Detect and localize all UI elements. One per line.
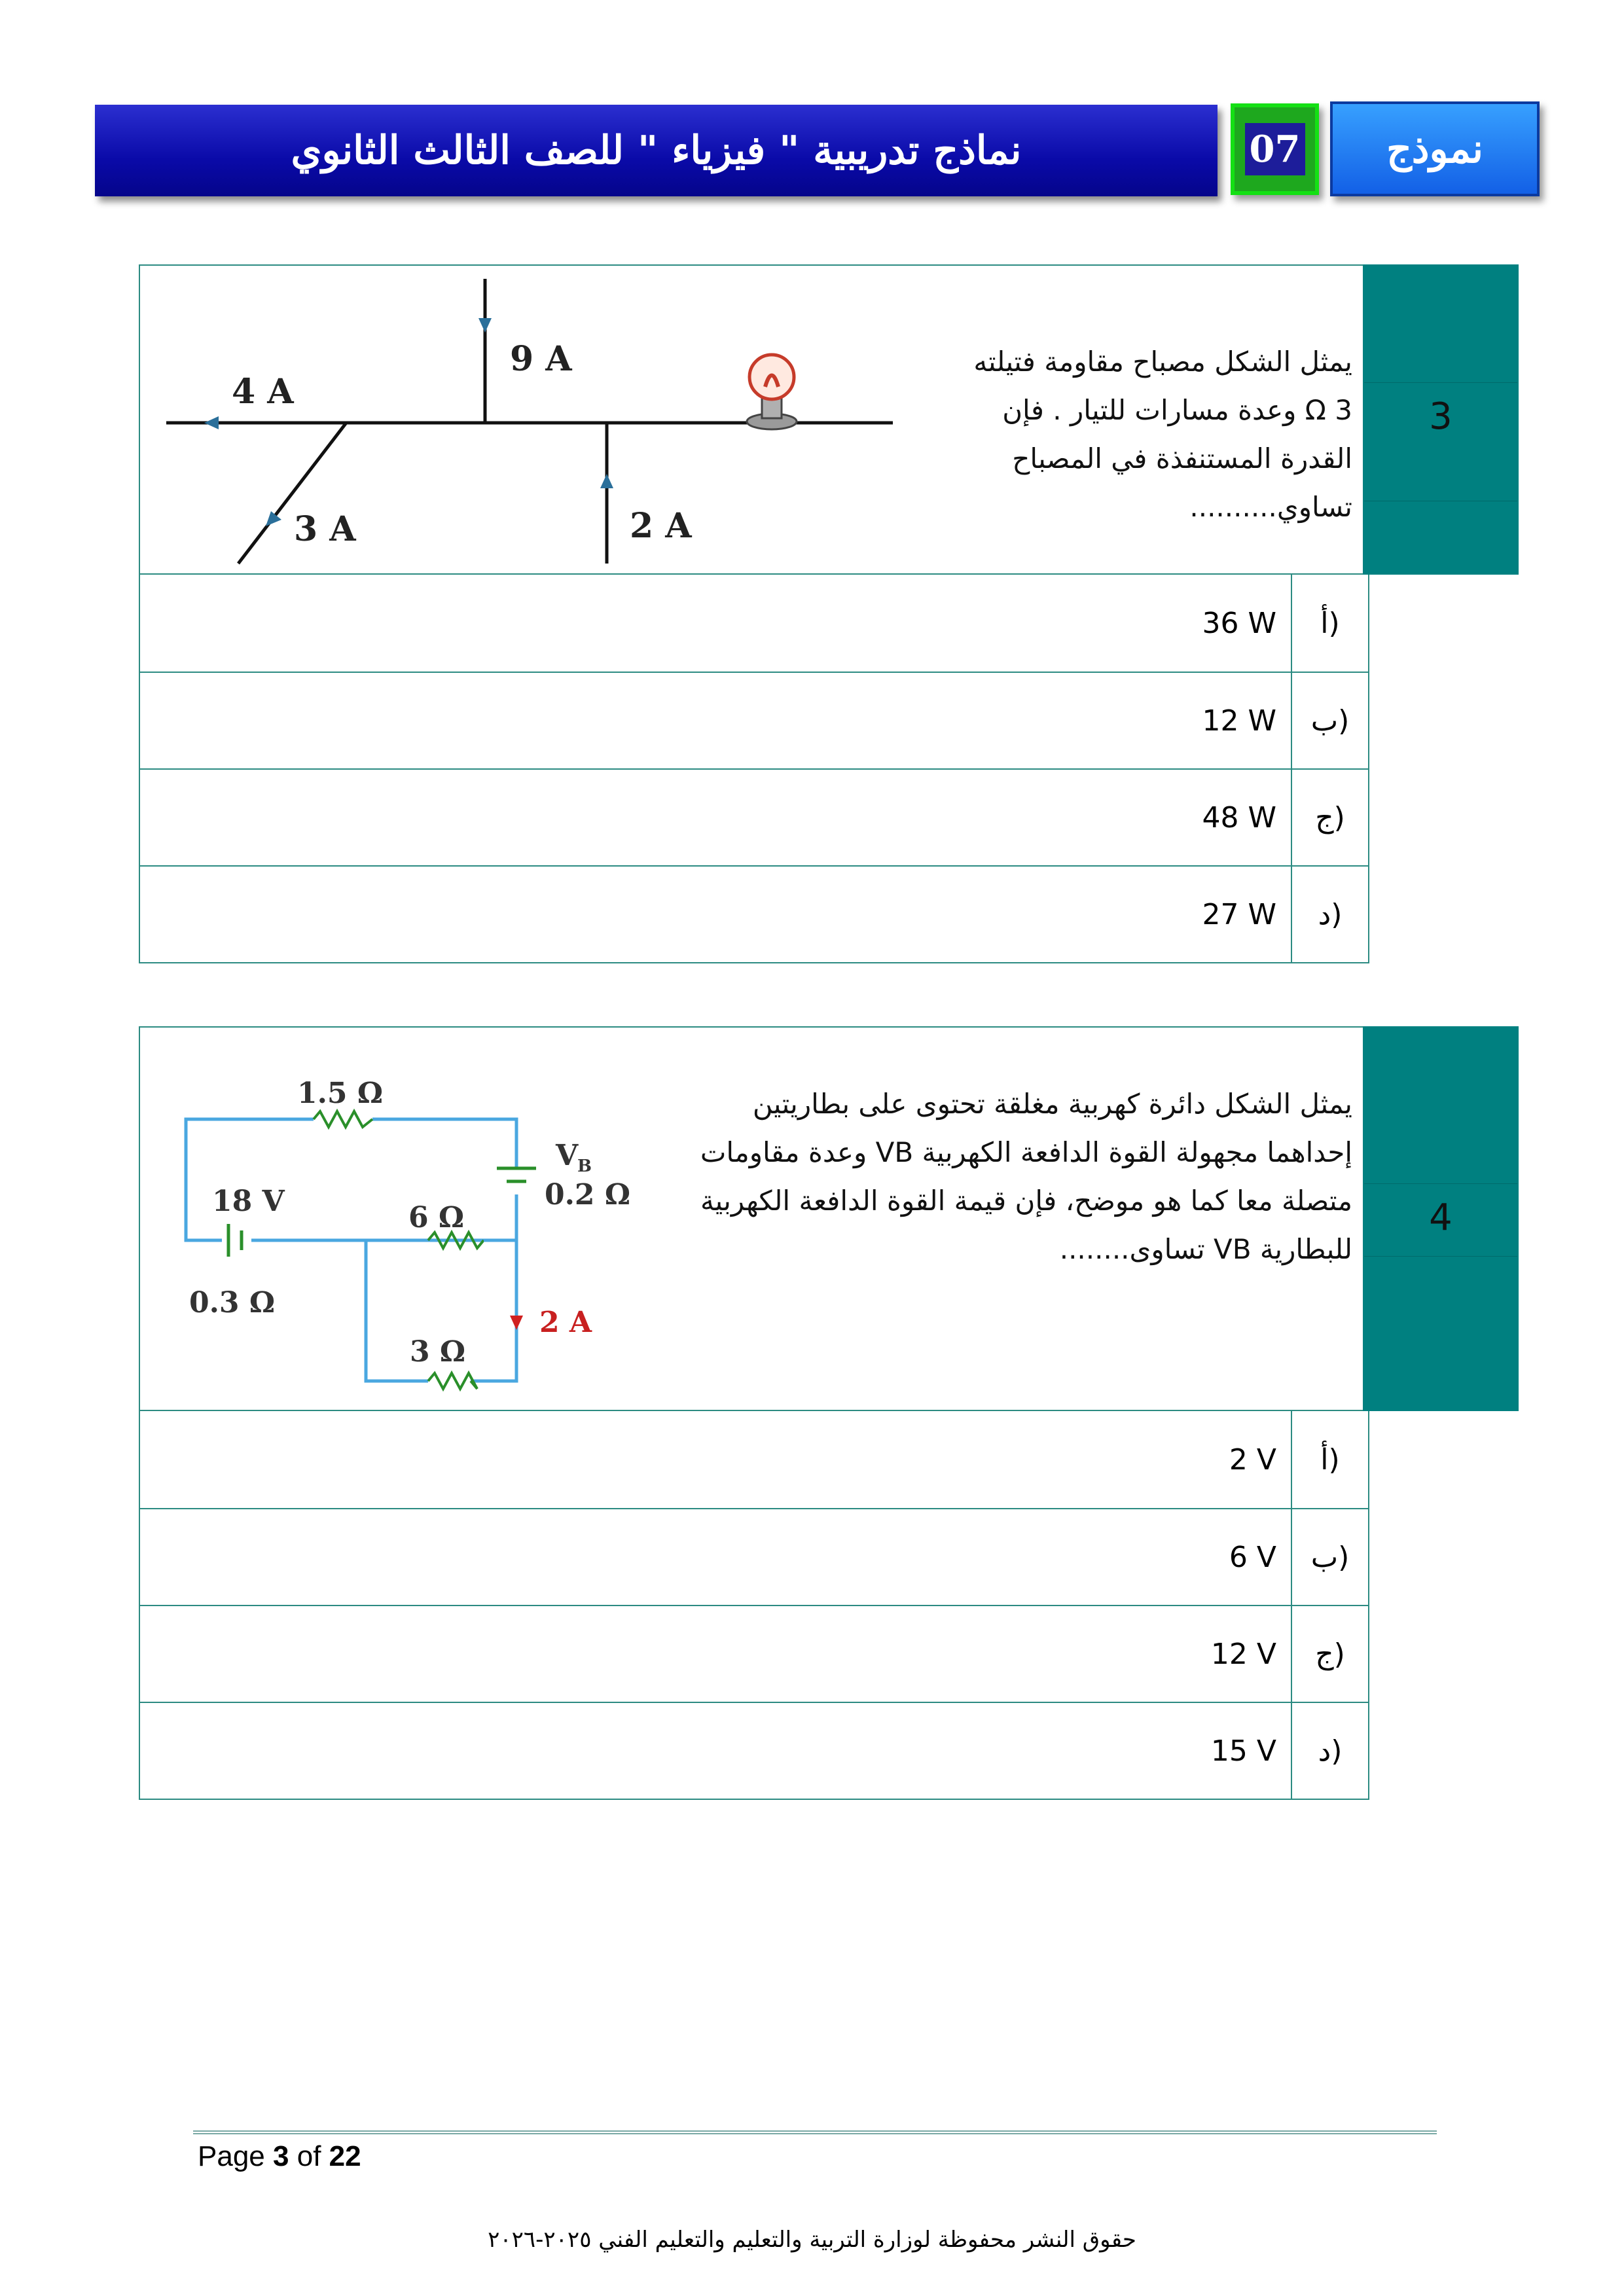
question-3-body — [139, 264, 1369, 575]
question-4-body — [139, 1026, 1369, 1411]
option-b[interactable]: ب) 6 V — [140, 1508, 1368, 1605]
resistor-3 — [428, 1373, 477, 1389]
current-arrow-icon — [510, 1316, 523, 1330]
label-18v: 18 V — [212, 1185, 285, 1218]
label-2a: 2 A — [539, 1306, 592, 1339]
question-number: 3 — [1429, 395, 1453, 438]
question-4-number-cell — [1363, 1026, 1519, 1411]
question-4-options — [139, 1411, 1369, 1800]
label-6-ohm: 6 Ω — [408, 1201, 465, 1234]
current-junction-figure — [160, 272, 919, 567]
option-b[interactable]: ب) 12 W — [140, 672, 1368, 768]
header-title-bar — [95, 105, 1218, 196]
option-d[interactable]: د) 15 V — [140, 1702, 1368, 1799]
option-d[interactable]: د) 27 W — [140, 865, 1368, 962]
closed-circuit-figure — [160, 1047, 657, 1401]
option-a[interactable]: أ) 36 W — [140, 575, 1368, 672]
label-2a: 2 A — [630, 506, 692, 546]
footer-divider — [193, 2130, 1437, 2134]
question-4-text: يمثل الشكل دائرة كهربية مغلقة تحتوى على بطاريتين إحداهما مجهولة القوة الدافعة الكهربية VB وعدة مقاومات متصلة معا كما هو موضح، فإن قيمة القوة الدافعة الكهربية للبطارية VB تساوى........ — [700, 1088, 1352, 1265]
label-3-ohm: 3 Ω — [410, 1335, 466, 1369]
arrow-3a — [266, 511, 281, 526]
model-number-badge — [1231, 103, 1319, 195]
question-3-text: يمثل الشكل مصباح مقاومة فتيلته 3 Ω وعدة مسارات للتيار . فإن القدرة المستنفذة في المصباح تساوي.......... — [973, 346, 1352, 523]
label-4a: 4 A — [232, 372, 294, 412]
arrow-9a — [478, 318, 492, 332]
page-number: Page 3 of 22 — [198, 2140, 361, 2172]
option-c[interactable]: ج) 48 W — [140, 768, 1368, 865]
label-1-5-ohm: 1.5 Ω — [297, 1077, 384, 1110]
question-4 — [139, 1026, 1519, 1803]
question-3-number-cell — [1363, 264, 1519, 575]
model-label-badge — [1330, 101, 1540, 196]
label-3a: 3 A — [294, 509, 356, 549]
arrow-4a — [204, 416, 219, 429]
label-0-3-ohm: 0.3 Ω — [189, 1286, 276, 1319]
option-c[interactable]: ج) 12 V — [140, 1605, 1368, 1702]
option-a[interactable]: أ) 2 V — [140, 1411, 1368, 1508]
copyright-text: حقوق النشر محفوظة لوزارة التربية والتعليم والتعليم الفني ٢٠٢٥-٢٠٢٦ — [488, 2227, 1136, 2253]
label-vb: V — [556, 1139, 579, 1172]
battery-vb — [497, 1168, 536, 1181]
question-number: 4 — [1429, 1196, 1453, 1239]
lamp-icon — [747, 355, 797, 429]
page-title: نماذج تدريبية " فيزياء " للصف الثالث الثانوي — [291, 128, 1022, 173]
question-3 — [139, 264, 1519, 966]
model-number: 07 — [1245, 123, 1305, 175]
label-0-2-ohm: 0.2 Ω — [545, 1178, 631, 1211]
model-label: نموذج — [1386, 126, 1483, 172]
battery-18v — [228, 1224, 242, 1257]
label-9a: 9 A — [510, 339, 572, 379]
label-vb-sub: B — [577, 1157, 592, 1176]
resistor-1-5 — [314, 1111, 372, 1127]
arrow-2a — [600, 474, 613, 488]
question-3-options — [139, 575, 1369, 963]
